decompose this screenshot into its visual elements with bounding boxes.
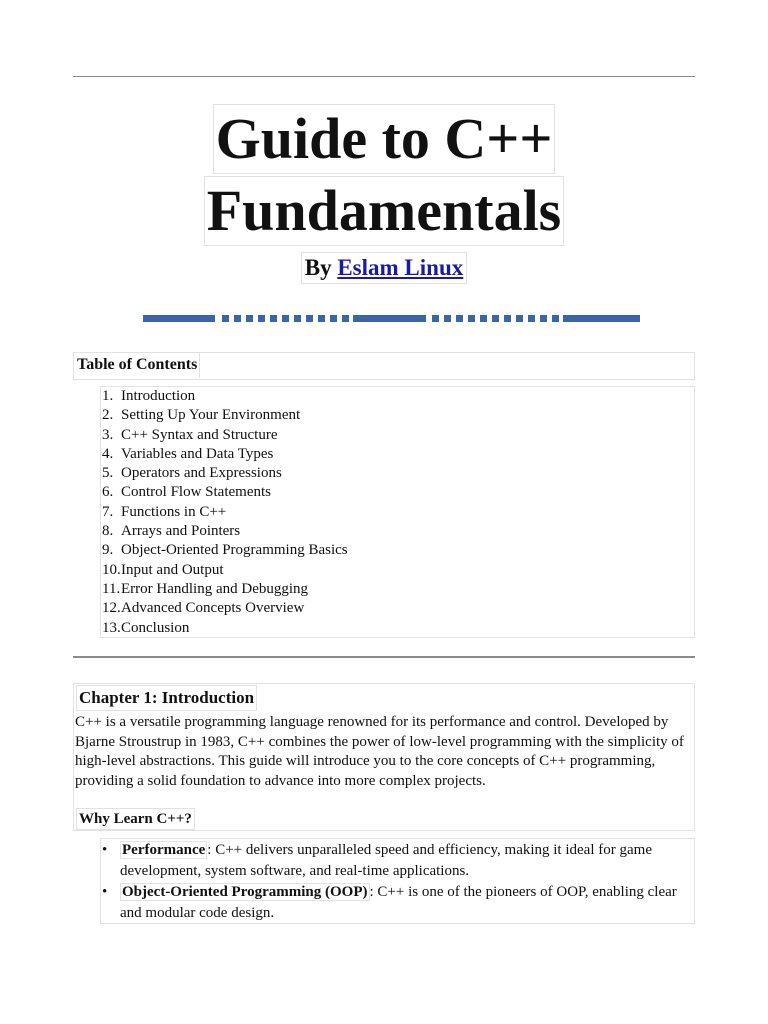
reason-text: : C++ delivers unparalleled speed and efficiency, making it ideal for game development, system software, and real-time applications.: [120, 842, 652, 879]
byline: [301, 252, 468, 284]
toc-item-label: Object-Oriented Programming Basics: [121, 542, 348, 559]
toc-item-label: Arrays and Pointers: [121, 523, 241, 540]
divider-dash: [468, 315, 475, 322]
divider-dash: [480, 315, 487, 322]
toc-item[interactable]: [102, 599, 348, 618]
divider-bar: [143, 315, 215, 322]
divider-dash: [318, 315, 325, 322]
divider-dash: [306, 315, 313, 322]
title-block: [73, 104, 695, 246]
toc-item-number: 9.: [102, 542, 114, 559]
title-line-2: Fundamentals: [204, 176, 565, 246]
toc-item-number: 12.: [102, 600, 121, 617]
toc-item[interactable]: [102, 483, 348, 502]
toc-list: [102, 387, 348, 638]
divider-dash: [258, 315, 265, 322]
toc-item-number: 8.: [102, 523, 114, 540]
toc-item-label: C++ Syntax and Structure: [121, 426, 278, 443]
divider-dash: [528, 315, 535, 322]
chapter-title: Chapter 1: Introduction: [76, 685, 257, 711]
reason-text: : C++ is one of the pioneers of OOP, enabling clear and modular code design.: [120, 884, 677, 921]
divider-dash: [270, 315, 277, 322]
toc-item[interactable]: [102, 503, 348, 522]
divider-bar: [563, 315, 640, 322]
divider-dash: [456, 315, 463, 322]
reason-item: [102, 840, 694, 881]
toc-item-number: 4.: [102, 445, 114, 462]
author-link[interactable]: Eslam Linux: [337, 255, 464, 280]
toc-item[interactable]: [102, 580, 348, 599]
toc-item[interactable]: [102, 541, 348, 560]
divider-dash: [234, 315, 241, 322]
chapter-paragraph: C++ is a versatile programming language renowned for its performance and control. Developed by Bjarne Stroustrup in 1983, C++ combines the power of low-level programming with the simplicity of high-level abstractions. This guide will introduce you to the core concepts of C++ programming, providing a solid foundation to advance into more complex projects.: [75, 714, 684, 789]
toc-item-number: 5.: [102, 465, 114, 482]
toc-item-number: 3.: [102, 426, 114, 443]
toc-item[interactable]: [102, 406, 348, 425]
toc-item-number: 10.: [102, 561, 121, 578]
divider-dash: [246, 315, 253, 322]
toc-item-label: Input and Output: [121, 561, 224, 578]
reason-item: [102, 882, 694, 923]
toc-item[interactable]: [102, 464, 348, 483]
section-rule: [73, 656, 695, 658]
divider-bar: [353, 315, 426, 322]
reasons-list: [102, 840, 694, 924]
divider-dash: [516, 315, 523, 322]
byline-block: [73, 252, 695, 284]
toc-heading: Table of Contents: [75, 352, 200, 378]
top-rule: [73, 76, 695, 77]
why-heading: Why Learn C++?: [76, 808, 195, 830]
reason-term: Performance: [122, 842, 206, 858]
reason-term: Object-Oriented Programming (OOP): [122, 884, 368, 900]
toc-item-number: 2.: [102, 407, 114, 424]
divider-dash: [342, 315, 349, 322]
toc-item-label: Control Flow Statements: [121, 484, 271, 501]
toc-item[interactable]: [102, 561, 348, 580]
divider-dash: [492, 315, 499, 322]
toc-item[interactable]: [102, 426, 348, 445]
byline-prefix: By: [304, 255, 332, 280]
decorative-divider: [143, 315, 640, 322]
toc-item-label: Operators and Expressions: [121, 465, 282, 482]
toc-item[interactable]: [102, 619, 348, 638]
toc-item-number: 11.: [102, 580, 121, 597]
toc-item-label: Setting Up Your Environment: [121, 407, 301, 424]
title-line-1: Guide to C++: [213, 104, 556, 174]
toc-item-number: 7.: [102, 503, 114, 520]
toc-item[interactable]: [102, 387, 348, 406]
divider-dash: [504, 315, 511, 322]
divider-dash: [444, 315, 451, 322]
toc-item-number: 13.: [102, 619, 121, 636]
toc-item-number: 6.: [102, 484, 114, 501]
divider-dash: [330, 315, 337, 322]
toc-item[interactable]: [102, 445, 348, 464]
divider-dash: [222, 315, 229, 322]
divider-dash: [540, 315, 547, 322]
toc-item-label: Error Handling and Debugging: [121, 580, 309, 597]
toc-item-label: Functions in C++: [121, 503, 227, 520]
bullet-icon: •: [102, 842, 108, 858]
toc-item-label: Variables and Data Types: [121, 445, 274, 462]
toc-item[interactable]: [102, 522, 348, 541]
toc-item-label: Advanced Concepts Overview: [121, 600, 305, 617]
toc-item-label: Introduction: [121, 388, 196, 404]
toc-item-label: Conclusion: [121, 619, 190, 636]
toc-item-number: 1.: [102, 388, 114, 404]
divider-dash: [294, 315, 301, 322]
bullet-icon: •: [102, 884, 108, 900]
divider-dash: [282, 315, 289, 322]
divider-dash: [432, 315, 439, 322]
divider-dash: [552, 315, 559, 322]
